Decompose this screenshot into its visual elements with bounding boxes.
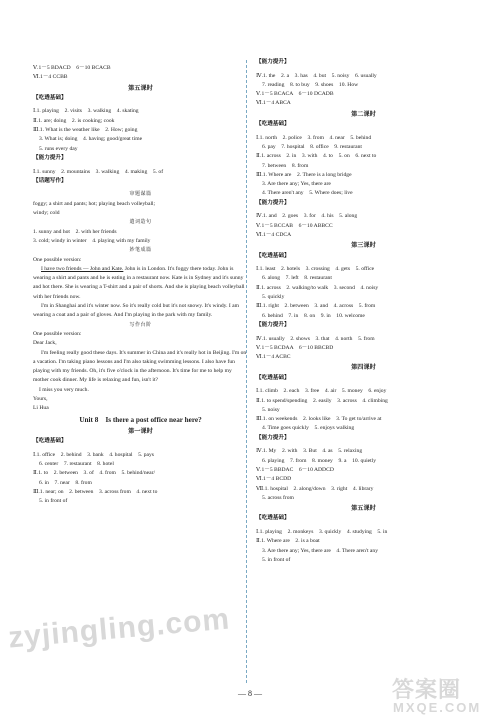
answer-line: Ⅵ.1－4 ACBC bbox=[256, 354, 291, 361]
answer-line: Ⅰ.1. least 2. hotels 3. crossing 4. gets 5. office bbox=[256, 266, 375, 273]
answer-line: Ⅴ.1－5 BCCAB 6－10 ABBCC bbox=[256, 222, 333, 229]
section-tag: 【吃透基础】 bbox=[256, 252, 290, 259]
section-tag: 【吃透基础】 bbox=[33, 94, 67, 101]
answer-line: 6. center 7. restaurant 8. hotel bbox=[39, 461, 114, 468]
answer-line: Ⅰ.1. office 2. behind 3. bank 4. hospital 5. pays bbox=[33, 451, 154, 458]
answer-line: 3. Are there any; Yes, there are 4. There aren't any bbox=[262, 547, 378, 554]
writing-subheading: 审题谋篇 bbox=[129, 192, 152, 198]
section-tag: 【吃透基础】 bbox=[33, 438, 67, 445]
answer-line: 5. in front of bbox=[262, 556, 291, 563]
lesson-heading: 第五课时 bbox=[351, 505, 376, 513]
answer-line: Ⅳ.1. usually 2. shows 3. that 4. north 5. from bbox=[256, 335, 375, 342]
answer-line: Ⅱ.1. are; doing 2. is cooking; cook bbox=[33, 117, 115, 124]
answer-line: 6. playing 7. from 8. money 9. a 10. quietly bbox=[262, 457, 377, 464]
answer-line: Ⅴ.1－5 BBDAC 6－10 ADDCD bbox=[256, 466, 334, 473]
answer-line: 4. There aren't any 5. Where does; live bbox=[262, 190, 353, 197]
answer-line: Ⅲ.1. on weekends 2. looks like 3. To get to/arrive at bbox=[256, 416, 382, 423]
version-label: One possible version: bbox=[33, 330, 82, 337]
answer-line: Ⅱ.1. Where are 2. is a boat bbox=[256, 538, 320, 545]
answer-line: Ⅱ.1. to 2. between 3. of 4. from 5. behind/near/ bbox=[33, 470, 156, 477]
answer-line: Ⅳ.1. the 2. a 3. has 4. but 5. noisy 6. usually bbox=[256, 72, 377, 79]
watermark-domain: MXQE.COM bbox=[393, 700, 482, 715]
writing-subheading: 妙笔成篇 bbox=[129, 248, 152, 254]
lesson-heading: 第四课时 bbox=[351, 364, 376, 372]
essay-opening: I have two friends — John and Kate. bbox=[41, 265, 124, 272]
watermark-left: zyjingling.com bbox=[6, 602, 232, 655]
essay-rest: John is in London. It's foggy there today. John is wearing a shirt and pants and he is eating in a restaurant now. Kate is in Sydney and it's sunny and hot there. She is wearing a T-shirt and a pair of shorts. And she is playing beach volleyball with her friends now. bbox=[33, 265, 245, 300]
lesson-heading: 第二课时 bbox=[351, 110, 376, 118]
section-tag: 【吃透基础】 bbox=[256, 121, 290, 128]
version-label: One possible version: bbox=[33, 256, 82, 263]
answer-line: Ⅱ.1. across 2. in 3. with 4. to 5. on 6. next to bbox=[256, 153, 377, 160]
lesson-heading: 第一课时 bbox=[128, 427, 153, 435]
answer-line: Ⅰ.1. north 2. police 3. from 4. near 5. behind bbox=[256, 134, 372, 141]
answer-line: 5. in front of bbox=[39, 498, 68, 505]
right-column bbox=[256, 58, 471, 565]
column-divider bbox=[246, 60, 247, 683]
lesson-heading: 第三课时 bbox=[351, 242, 376, 250]
letter-line: I miss you very much. bbox=[39, 386, 89, 393]
answer-line: Ⅶ.1. hospital 2. along/down 3. right 4. library bbox=[256, 485, 374, 492]
answer-line: 3. Are there any; Yes, there are bbox=[262, 181, 331, 188]
answer-line: 3. What is; doing 4. having; good/great time bbox=[39, 136, 143, 143]
section-tag: 【吃透基础】 bbox=[256, 374, 290, 381]
answer-line: Ⅱ.1. across 2. walking/to walk 3. second 4. noisy bbox=[256, 284, 379, 291]
answer-line: 7. between 8. from bbox=[262, 162, 309, 169]
section-tag: 【能力提升】 bbox=[33, 154, 67, 161]
answer-line: Ⅴ.1－5 BDACD 6－10 BCACB bbox=[33, 65, 111, 71]
answer-line: Ⅵ.1－4 ABCA bbox=[256, 100, 291, 107]
watermark-logo: 答案圈 bbox=[392, 677, 462, 702]
section-tag: 【能力提升】 bbox=[256, 321, 290, 328]
answer-line: 7. reading 8. to buy 9. shoes 10. How bbox=[262, 81, 359, 88]
left-column bbox=[33, 64, 248, 507]
answer-line: Ⅵ.1－4 BCDD bbox=[256, 476, 292, 483]
writing-subheading: 写作台阶 bbox=[129, 322, 152, 328]
answer-line: Ⅳ.1. My 2. with 3. But 4. as 5. relaxing bbox=[256, 448, 363, 455]
essay-paragraph: I'm in Shanghai and it's winter now. So it's really cold but it's not snowy. It's windy. I am wearing a coat and a pair of gloves. And I'm playing in the park with my family. bbox=[33, 303, 240, 319]
answer-line: Ⅰ.1. climb 2. each 3. free 4. air 5. money 6. enjoy bbox=[256, 388, 387, 395]
answer-line: 4. Time goes quickly 5. enjoys walking bbox=[262, 425, 355, 432]
writing-subheading: 遣词造句 bbox=[129, 220, 152, 226]
answer-line: Ⅴ.1－5 BCACA 6－10 DCADB bbox=[256, 91, 334, 98]
letter-signature: Li Hua bbox=[33, 405, 49, 412]
answer-line: Ⅰ.1. playing 2. visits 3. walking 4. skating bbox=[33, 108, 139, 115]
answer-line: 6. in 7. near 8. from bbox=[39, 479, 92, 486]
answer-line: 5. runs every day bbox=[39, 145, 78, 152]
answer-line: Ⅵ.1－4 CCBB bbox=[33, 74, 68, 81]
answer-line: Ⅰ.1. sunny 2. mountains 3. walking 4. making 5. of bbox=[33, 168, 164, 175]
answer-line: 5. noisy bbox=[262, 406, 280, 413]
answer-line: Ⅲ.1. right 2. between 3. and 4. across 5. from bbox=[256, 303, 376, 310]
section-tag: 【能力提升】 bbox=[256, 59, 290, 65]
section-tag: 【能力提升】 bbox=[256, 199, 290, 206]
section-tag: 【吃透基础】 bbox=[256, 515, 290, 522]
letter-greeting: Dear Jack, bbox=[33, 340, 57, 347]
answer-line: 6. behind 7. in 8. on 9. in 10. welcome bbox=[262, 312, 365, 319]
answer-line: 5. across from bbox=[262, 494, 294, 501]
answer-line: Ⅰ.1. playing 2. monkeys 3. quickly 4. studying 5. in bbox=[256, 529, 388, 536]
answer-line: Ⅱ.1. to spend/spending 2. easily 3. across 4. climbing bbox=[256, 397, 388, 404]
answer-line: 6. pay 7. hospital 8. office 9. restaurant bbox=[262, 143, 362, 150]
answer-line: Ⅲ.1. Where are 2. There is a long bridge bbox=[256, 171, 352, 178]
answer-line: Ⅲ.1. What is the weather like 2. How; going bbox=[33, 127, 138, 134]
answer-line: 1. sunny and hot 2. with her friends bbox=[33, 228, 117, 235]
essay-paragraph bbox=[33, 265, 248, 302]
answer-line: Ⅵ.1－4 CDCA bbox=[256, 231, 292, 238]
section-tag: 【话题写作】 bbox=[33, 177, 67, 184]
answer-line: 3. cold; windy in winter 4. playing with my family bbox=[33, 237, 151, 244]
answer-line: 5. quickly bbox=[262, 294, 285, 301]
answer-line: 6. along 7. left 8. restaurant bbox=[262, 275, 332, 282]
answer-line: Ⅲ.1. near; on 2. between 3. across from 4. next to bbox=[33, 488, 158, 495]
letter-body: I'm feeling really good these days. It's summer in China and it's really hot in Beijing. I'm on a vacation. I'm taking piano lessons and I'm also taking swimming lessons. I also have fun playing with my friends. Oh, it's five o'clock in the afternoon. It's time for me to help my mother cook dinner. My life is relaxing and fun, isn't it? bbox=[33, 349, 247, 384]
section-tag: 【能力提升】 bbox=[256, 434, 290, 441]
answer-line: foggy; a shirt and pants; hot; playing beach volleyball; bbox=[33, 200, 156, 207]
letter-close: Yours, bbox=[33, 395, 48, 402]
answer-line: Ⅳ.1. and 2. goes 3. for 4. his 5. along bbox=[256, 213, 358, 220]
unit-title: Unit 8 Is there a post office near here? bbox=[79, 415, 202, 424]
answer-line: windy; cold bbox=[33, 210, 60, 217]
answer-line: Ⅴ.1－5 BCDAA 6－10 BBCBD bbox=[256, 344, 334, 351]
lesson-heading: 第五课时 bbox=[128, 84, 153, 92]
page-number: — 8 — bbox=[238, 689, 262, 698]
